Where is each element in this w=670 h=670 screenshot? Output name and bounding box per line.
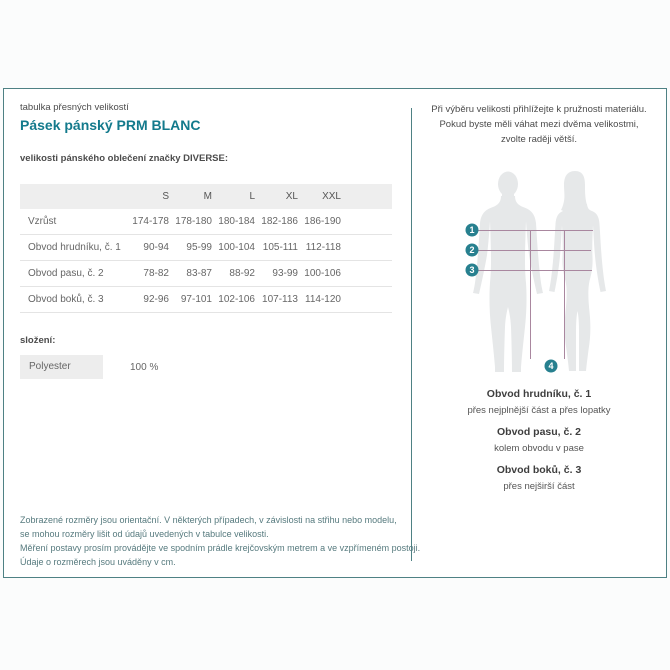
table-row [20,235,392,261]
body-measurement-figure [435,169,645,385]
size-cell: 114-120 [301,287,344,313]
legend-desc: přes nejširší část [503,481,575,492]
marker-4-number: 4 [548,361,554,372]
filler-cell [344,235,392,261]
table-caption: velikosti pánského oblečení značky DIVERSE: [20,153,229,164]
column-header-m: M [172,184,215,209]
advice-line: Při výběru velikosti přihlížejte k pružnosti materiálu. [431,104,647,115]
note-line: Zobrazené rozměry jsou orientační. V některých případech, v závislosti na střihu nebo modelu, [20,515,397,525]
filler-cell [344,287,392,313]
filler-cell [344,209,392,235]
advice-line: Pokud byste měli váhat mezi dvěma velikostmi, [439,119,639,130]
marker-1-number: 1 [469,225,475,236]
marker-3 [466,264,479,277]
male-silhouette [473,172,543,373]
note-line: Měření postavy prosím provádějte ve spodním prádle krejčovským metrem a ve vzpřímeném postoji. [20,543,421,553]
column-header-xxl: XXL [301,184,344,209]
size-table [20,184,392,313]
marker-4 [545,360,558,373]
eyebrow-label: tabulka přesných velikostí [20,102,129,113]
size-cell: 178-180 [172,209,215,235]
table-row [20,287,392,313]
size-cell: 174-178 [129,209,172,235]
filler-cell [344,261,392,287]
row-label: Vzrůst [20,209,129,235]
size-cell: 97-101 [172,287,215,313]
column-header-xl: XL [258,184,301,209]
size-advice [412,102,666,147]
size-cell: 95-99 [172,235,215,261]
column-header-l: L [215,184,258,209]
composition-heading: složení: [20,335,56,346]
size-cell: 92-96 [129,287,172,313]
size-cell: 180-184 [215,209,258,235]
legend-desc: kolem obvodu v pase [494,443,584,454]
size-cell: 182-186 [258,209,301,235]
column-header-filler [344,184,392,209]
size-cell: 88-92 [215,261,258,287]
measurement-guide-panel [412,89,666,577]
marker-1 [466,224,479,237]
marker-2-number: 2 [469,245,475,256]
size-table-header-row [20,184,392,209]
composition-row [20,355,158,379]
legend-title: Obvod pasu, č. 2 [496,426,582,438]
column-header-s: S [129,184,172,209]
size-cell: 90-94 [129,235,172,261]
composition-material: Polyester [20,355,103,379]
legend-desc: přes nejplnější část a přes lopatky [467,405,611,416]
size-cell: 112-118 [301,235,344,261]
legend-title: Obvod boků, č. 3 [496,464,582,476]
legend-title: Obvod hrudníku, č. 1 [486,388,592,400]
size-chart-panel [3,88,667,578]
composition-percent: 100 % [130,361,159,373]
size-cell: 107-113 [258,287,301,313]
note-line: se mohou rozměry lišit od údajů uvedených v tabulce velikosti. [20,529,269,539]
advice-line: zvolte raději větší. [500,134,578,145]
size-cell: 78-82 [129,261,172,287]
measurement-notes [20,513,420,569]
size-cell: 93-99 [258,261,301,287]
size-table-corner [20,184,129,209]
size-cell: 102-106 [215,287,258,313]
row-label: Obvod pasu, č. 2 [20,261,129,287]
table-row [20,209,392,235]
measurement-legend [412,388,666,493]
marker-2 [466,244,479,257]
row-label: Obvod boků, č. 3 [20,287,129,313]
size-cell: 186-190 [301,209,344,235]
note-line: Údaje o rozměrech jsou uváděny v cm. [20,557,176,567]
size-cell: 100-104 [215,235,258,261]
marker-3-number: 3 [469,265,475,276]
row-label: Obvod hrudníku, č. 1 [20,235,129,261]
size-cell: 83-87 [172,261,215,287]
product-title: Pásek pánský PRM BLANC [20,117,201,133]
table-row [20,261,392,287]
size-cell: 105-111 [258,235,301,261]
size-cell: 100-106 [301,261,344,287]
